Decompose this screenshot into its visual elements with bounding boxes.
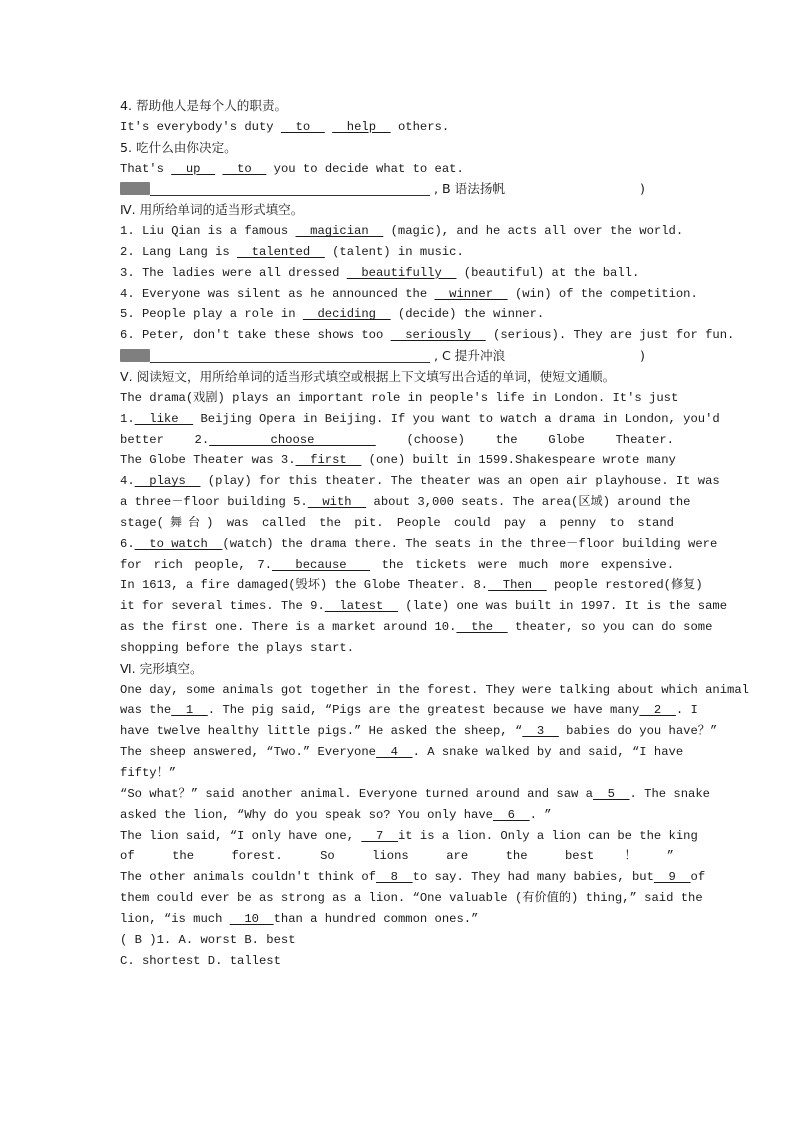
answer-blank: first [295,453,362,468]
question-5-answer: That's up to you to decide what to eat. [120,161,464,176]
cloze-line: “So what？” said another animal. Everyone turned around and saw a 5 . The snake [120,786,710,801]
passage-line: a three－floor building 5. with about 3,000 seats. The area(区域) around the [120,495,691,510]
passage-line: 1. like Beijing Opera in Beijing. If you want to watch a drama in London, you'd [120,411,720,426]
answer-blank: 5 [592,786,630,801]
section-rule [150,195,430,196]
answer-blank: like [134,411,194,426]
section-paren: ) [640,348,645,364]
cloze-question-1: ( B )1. A. worst B. best [120,932,296,947]
section-rule [150,362,430,363]
answer-blank: the [456,620,508,635]
answer-blank: 4 [375,745,413,760]
cloze-line: have twelve healthy little pigs.” He asked the sheep, “ 3 babies do you have？” [120,724,718,739]
passage-line: stage(舞台) was called the pit. People could pay a penny to stand [120,515,674,530]
answer-blank: latest [324,599,398,614]
answer-blank: 7 [361,828,398,843]
passage-line: for rich people, 7. because the tickets were much more expensive. [120,557,675,572]
cloze-line: them could ever be as strong as a lion. “One valuable (有价值的) thing,” said the [120,891,703,906]
question-5-prompt: 5. 吃什么由你决定。 [120,139,237,155]
cloze-line: One day, some animals got together in the forest. They were talking about which animal [120,682,749,697]
answer-blank: choose [209,432,376,447]
worksheet-page [120,96,749,971]
cloze-line: fifty！” [120,766,177,780]
answer-blank: 10 [229,911,274,926]
part-6-heading: Ⅵ. 完形填空。 [120,660,203,676]
cloze-line: lion, “is much 10 than a hundred common ones.” [120,911,479,926]
answer-blank: 2 [639,703,676,718]
cloze-line: of the forest. So lions are the best！” [120,849,674,864]
cloze-line: The sheep answered, “Two.” Everyone 4 . A snake walked by and said, “I have [120,745,684,760]
passage-line: The drama(戏剧) plays an important role in people's life in London. It's just [120,390,679,405]
cloze-line: asked the lion, “Why do you speak so? You only have 6 . ” [120,807,552,822]
answer-blank: winner [434,286,508,301]
passage-line: shopping before the plays start. [120,640,355,655]
question-4-prompt: 4. 帮助他人是每个人的职责。 [120,98,288,113]
section-marker-icon [120,349,150,362]
part-5-heading: Ⅴ. 阅读短文，用所给单词的适当形式填空或根据上下文填写出合适的单词，使短文通顺。 [120,368,616,384]
answer-blank: to [280,119,325,134]
answer-blank: beautifully [346,265,457,280]
answer-blank: to watch [134,536,223,551]
question-4-answer: It's everybody's duty to help others. [120,119,450,134]
part-4-item: 4. Everyone was silent as he announced the winner (win) of the competition. [120,286,698,301]
answer-blank: Then [488,578,547,593]
answer-blank: with [307,495,367,510]
answer-blank: deciding [302,307,391,322]
section-label: , C 提升冲浪 [434,348,506,364]
cloze-line: The other animals couldn't think of 8 to say. They had many babies, but 9 of [120,870,706,885]
part-4-item: 5. People play a role in deciding (decide) the winner. [120,307,545,322]
answer-blank: 3 [522,724,559,739]
section-marker-icon [120,182,150,195]
passage-line: In 1613, a fire damaged(毁坏) the Globe Theater. 8. Then people restored(修复) [120,578,703,593]
answer-blank: help [332,119,391,134]
answer-blank: up [171,161,216,176]
passage-line: 4. plays (play) for this theater. The theater was an open air playhouse. It was [120,474,720,489]
passage-line: as the first one. There is a market around 10. the theater, so you can do some [120,620,713,635]
answer-blank: because [272,557,370,572]
passage-line: 6. to watch (watch) the drama there. The seats in the three－floor building were [120,536,718,551]
answer-blank: talented [237,244,325,259]
part-4-item: 1. Liu Qian is a famous magician (magic), and he acts all over the world. [120,224,684,239]
cloze-line: was the 1 . The pig said, “Pigs are the greatest because we have many 2 . I [120,703,698,718]
cloze-line: The lion said, “I only have one, 7 it is a lion. Only a lion can be the king [120,828,698,843]
section-paren: ) [640,181,645,197]
passage-line: The Globe Theater was 3. first (one) built in 1599.Shakespeare wrote many [120,453,676,468]
section-c-header [120,346,680,367]
part-4-heading: Ⅳ. 用所给单词的适当形式填空。 [120,202,304,218]
part-4-item: 3. The ladies were all dressed beautifully (beautiful) at the ball. [120,265,640,280]
passage-line: it for several times. The 9. latest (late) one was built in 1997. It is the same [120,599,728,614]
answer-blank: 9 [653,870,691,885]
answer-blank: magician [295,224,384,239]
answer-blank: seriously [390,328,486,343]
answer-blank: to [222,161,267,176]
passage-line: better 2. choose (choose) the Globe Theater. [120,432,674,447]
answer-blank: plays [134,474,201,489]
part-4-item: 2. Lang Lang is talented (talent) in music. [120,244,464,259]
section-b-header [120,179,680,200]
cloze-question-1-options: C. shortest D. tallest [120,953,281,968]
answer-blank: 6 [493,807,530,822]
part-4-item: 6. Peter, don't take these shows too seriously (serious). They are just for fun. [120,328,735,343]
section-label: , B 语法扬帆 [434,181,506,197]
answer-blank: 1 [171,703,208,718]
answer-blank: 8 [375,870,413,885]
